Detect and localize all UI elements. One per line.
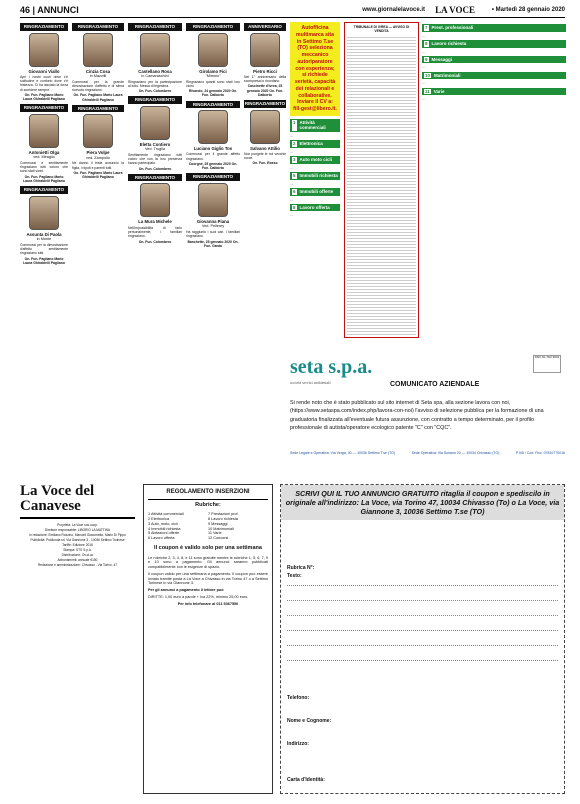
colophon-line: Proprietà: La Voce soc.coop. — [57, 523, 98, 527]
coupon-form[interactable] — [280, 484, 565, 794]
page-header — [20, 4, 565, 18]
rubrica-text: … — [290, 134, 294, 138]
seta-foot-legal: Sede Legale e Operativa: Via Verga, 40 — 10036 Settimo T.se (TO) — [290, 451, 396, 455]
rubrica-label: Auto moto cicli — [299, 157, 333, 163]
site-url[interactable]: www.giornalelavoce.it — [362, 7, 425, 13]
classifieds-right — [422, 22, 566, 102]
portrait-photo — [198, 110, 228, 144]
colophon-line: In redazione: Emiliano Rozzino, Manuell Giacometto, Mario Di Pippo — [29, 533, 126, 537]
rubrica-text: … — [290, 213, 294, 218]
telefono-label: Telefono: — [287, 695, 310, 701]
rubrica-text: … — [422, 97, 426, 102]
portrait-photo — [140, 183, 170, 217]
rubrica-header — [290, 188, 340, 196]
rubrica-header — [290, 204, 340, 212]
rubrica-header — [290, 140, 340, 148]
ringraziamento-tag: RINGRAZIAMENTO — [72, 23, 124, 31]
ringraziamento-tag: RINGRAZIAMENTO — [20, 186, 68, 194]
reg-phone: Per info telefonare al 011 5367550 — [177, 601, 239, 606]
court-text-block — [347, 35, 416, 335]
rubrica-item: 5 Abitazioni offerte — [148, 531, 180, 536]
rubriche-grid — [148, 512, 268, 540]
notice-text: Commossi per la dimostrazione d'affetto sentitamente ringraziano tutti. — [20, 242, 68, 256]
notice-text: Nell'impossibilità di farlo personalmente, i familiari ringraziano. — [128, 225, 182, 239]
rubrica-number: 11 — [425, 88, 430, 94]
portrait-photo — [29, 196, 59, 230]
ringraziamento-tag: RINGRAZIAMENTO — [128, 174, 182, 182]
colophon-title: La Voce del Canavese — [20, 484, 135, 519]
certification-badge: DNV·GL ISO 9001 — [533, 355, 561, 373]
seta-heading: COMUNICATO AZIENDALE — [390, 381, 480, 388]
deceased-subname: Ved. Pellerey — [201, 224, 225, 229]
portrait-photo — [198, 33, 228, 67]
rubrica-label: Messaggi — [431, 56, 453, 62]
rubrica-item: 2 Elettronica — [148, 517, 170, 522]
notice-text: Ne danno il triste annuncio la figlia, i nipoti e parenti tutti. — [72, 161, 124, 170]
funeral-home: On. Fun. Colombero — [138, 166, 172, 171]
colophon-line: Tariffe: Edizione 2016 — [62, 543, 93, 547]
rubrica-label: Immobili offerte — [299, 188, 334, 194]
deceased-name: Castellano Rosa — [138, 68, 172, 74]
rubrica-number: 8 — [425, 40, 428, 46]
deceased-name: Giovanna Piana — [196, 218, 230, 224]
deceased-subname: ved. Miraglio — [33, 155, 55, 160]
rubrica-label: Matrimoniali — [434, 72, 461, 78]
rubrica-item: 10 Matrimoniali — [208, 526, 234, 531]
rubrica-text: … — [290, 165, 294, 170]
portrait-photo — [83, 114, 113, 148]
seta-footer — [290, 451, 565, 455]
obit-column-2 — [72, 22, 124, 182]
court-notice-box — [344, 22, 419, 338]
funeral-home: On. Fun. Colombero — [138, 89, 172, 94]
colophon-line: Stampa: STS S.p.A. — [63, 548, 92, 552]
notice-text: Commossi per il grande affetto ringraziano. — [186, 152, 240, 161]
rubrica-item: 4 Immobili richiesta — [148, 526, 181, 531]
rubrica-text: … — [290, 197, 294, 202]
rubrica-number: 3 — [293, 157, 296, 163]
rubrica-header — [422, 72, 566, 80]
issue-date: • Martedì 28 gennaio 2020 — [491, 7, 565, 13]
rubrica-header — [422, 88, 566, 96]
rubrica-text: … — [422, 81, 426, 86]
reg-paragraph-1: Le rubriche 2, 3, 4, 8, e 11 sono gratuite mentre le rubriche 1, 5, 6, 7, 9 e 10 sono a pagamento. Gli annunci saranno pubblicati compatibilmente con le esigenze di spazio. — [148, 555, 268, 570]
rubrica-header — [290, 156, 340, 164]
notice-text: Ha raggiunto i suoi cari. I familiari ringraziano. — [186, 230, 240, 239]
funeral-home: On. Fun. Pagliano Mario Laura Ghiraldelli Pagliano — [73, 170, 123, 180]
rubrica-header — [422, 24, 566, 32]
masthead-logo: LA VOCE — [435, 5, 475, 15]
seta-body: Si rende noto che è stato pubblicato sul sito internet di Seta spa, alla sezione lavora con noi, (https://www.setaspa.com/index.php/lavora-con-noi) l'avviso di selezione pubblica per la formazione di una graduatoria finalizzata all'eventuale futura assunzione, con contratto a tempo determinato, per il profilo professionale di autista/operatore ecologico patente "C" con "CQC". — [290, 400, 544, 432]
notice-text: Commossi e sentitamente ringraziano tutti coloro che sono stati vicini. — [20, 160, 68, 174]
deceased-name: Luciano Giglio Tos — [193, 146, 233, 152]
page-number: 46 | ANNUNCI — [20, 5, 79, 15]
funeral-home: On. Fun. Pagliano Mario Laura Ghiraldelli Pagliano — [23, 174, 65, 183]
testo-line[interactable] — [287, 645, 558, 646]
funeral-home: Cascinette d'Ivrea, 25 gennaio 2020 On. Fun. Dalborto — [246, 84, 284, 97]
colophon-line: Redazione e amministrazione: Chivasso - Via Torino, 47 — [37, 563, 118, 567]
deceased-name: Pietro Ricci — [253, 68, 277, 74]
rubrica-label: Elettronica — [299, 141, 323, 147]
court-title: TRIBUNALE DI IVREA — AVVISO DI VENDITA — [353, 25, 410, 34]
rubrica-text: … — [422, 33, 426, 38]
rubrica-label: Lavoro offerta — [299, 204, 330, 210]
obit-column-5 — [244, 22, 286, 169]
seta-announcement — [290, 355, 565, 475]
notice-text: Ringraziano quanti sono stati loro vicini. — [186, 79, 240, 88]
deceased-name: Girolamo Fici — [199, 68, 227, 74]
testo-line[interactable] — [287, 585, 558, 586]
job-ad-box: Autofficina multimarca sita in Settimo T.se (TO) seleziona meccanico autoriparatore con esperienza; si richiede serietà, capacità dei relazionali e collaborative. Inviare il CV a: fill-gest@libero.it. — [290, 22, 340, 116]
deceased-subname: ved. Zampollo — [86, 155, 110, 160]
funeral-home: Rivarolo, 24 gennaio 2020 On. Fun. Dalborto — [188, 89, 238, 98]
rubrica-text: … — [290, 149, 294, 154]
deceased-name: La Mura Michele — [138, 219, 172, 225]
rubrica-text: … — [422, 65, 426, 70]
obit-column-4 — [186, 22, 240, 251]
ad-column — [290, 22, 340, 219]
rubrica-label: Rubrica N°: — [287, 565, 315, 571]
obit-column-1 — [20, 22, 68, 268]
notice-text: Sentitamente ringraziano tutti coloro che con la loro presenza hanno partecipato. — [128, 152, 182, 166]
rubrica-header — [422, 56, 566, 64]
deceased-name: Eletta Contiero — [139, 141, 171, 147]
seta-foot-op: Sede Operativa: Via Soriano 20 — 10034 Chivasso (TO) — [411, 451, 500, 455]
deceased-name: Cinzia Cosa — [85, 68, 111, 74]
rubrica-number: 10 — [425, 72, 431, 78]
reg-paragraph-3: DIRITTE: 1,00 euro a parole + Iva 22%, minimo 25,00 euro. — [148, 594, 249, 599]
rubrica-text: … — [290, 181, 294, 186]
deceased-subname: in Mazzilli — [89, 73, 107, 78]
rubrica-item: 8 Lavoro richiesta — [208, 517, 238, 522]
rubrica-number: 1 — [292, 120, 297, 131]
ringraziamento-tag: RINGRAZIAMENTO — [20, 104, 68, 112]
deceased-subname: in Monte — [36, 237, 52, 242]
colophon-line: Pubblicità: Publionda srl, Via Giannone 3 - 10036 Settimo Torinese — [30, 538, 125, 542]
portrait-photo — [140, 106, 170, 140]
coupon-validity: Il coupon è valido solo per una settimana — [154, 544, 262, 551]
funeral-home: On. Fun. Pagliano Mario Laura Ghiraldelli Pagliano — [73, 93, 123, 102]
notice-text: Aprì i nostri cuori dove c'è solitudine e conforto dove c'è tristezza. Ci ha lasciato la forza di sorridere sempre. — [20, 74, 68, 92]
nome-label: Nome e Cognome: — [287, 718, 332, 724]
deceased-name: Salvano Attilio — [250, 145, 280, 151]
reg-paragraph-2: Il coupon valido per una settimana a pagamento. Il coupon può essere inviato tramite posta a La Voce a Chivasso in via Torino 47 o a Settimo Torinese in via Giannone 3. — [148, 571, 268, 586]
seta-foot-piva: P.IVA / Cod. Fisc. 07810770016 — [515, 451, 565, 455]
coupon-header: SCRIVI QUI IL TUO ANNUNCIO GRATUITO ritaglia il coupon e spediscilo in originale all'indirizzo: La Voce, via Torino 47, 10034 Chivasso (To) o La Voce, via Giannone 3, 10036 Settimo T.se (TO) — [281, 485, 564, 520]
ringraziamento-tag: RINGRAZIAMENTO — [128, 23, 182, 31]
rubrica-number: 2 — [293, 141, 296, 147]
funeral-home: On. Fun. Rosso — [252, 161, 278, 166]
rubrica-number: 9 — [425, 56, 428, 62]
funeral-home: On. Fun. Colombero — [138, 239, 172, 244]
rubrica-label: Attività commerciali — [299, 119, 326, 131]
rubrica-item: 3 Auto, moto, cicli — [148, 521, 178, 526]
rubrica-header — [422, 40, 566, 48]
rubrica-number: 8 — [293, 204, 296, 210]
deceased-name: Antonietti Olga — [28, 149, 60, 155]
regolamento-box — [143, 484, 273, 794]
deceased-subname: in Camaraschini — [141, 73, 169, 78]
rubrica-number: 6 — [293, 188, 296, 194]
funeral-home: On. Fun. Pagliano Mario Laura Ghiraldelli Pagliano — [23, 256, 65, 265]
deceased-name: Piera Volpe — [86, 150, 110, 156]
seta-logo: seta s.p.a. società servizi ambientali — [290, 356, 373, 385]
rubrica-item: 7 Prestazioni prof. — [208, 512, 239, 517]
rubrica-item: 6 Lavoro offerta — [148, 536, 175, 541]
obit-column-3 — [128, 22, 182, 247]
notice-text: Nel 1° anniversario della scomparsa lo ricordano. — [244, 74, 286, 84]
testo-label: Testo: — [287, 573, 302, 579]
colophon — [20, 484, 135, 568]
ringraziamento-tag: RINGRAZIAMENTO — [186, 101, 240, 109]
regolamento-title: REGOLAMENTO INSERZIONI — [148, 489, 268, 500]
notice-text: Non pungete le noi vecchie rocce. — [244, 151, 286, 161]
rubriche-list — [290, 119, 340, 218]
notice-text: Commossi per la grande dimostrazione d'affetto e di stima ricevuta ringraziano. — [72, 79, 124, 93]
rubrica-item: 12 Concorsi — [208, 536, 229, 541]
testo-line[interactable] — [287, 660, 558, 661]
notice-text: Ringraziano per la partecipazione al lutto. Messa di trigesima. — [128, 79, 182, 88]
rubrica-text: … — [422, 49, 426, 54]
indirizzo-label: Indirizzo: — [287, 741, 309, 747]
classifieds-right-rubriche — [422, 24, 566, 101]
portrait-photo — [29, 114, 59, 148]
rubrica-number: 7 — [425, 25, 428, 30]
deceased-subname: "Mimmo" — [205, 73, 221, 78]
portrait-photo — [198, 183, 228, 217]
rubrica-label: Prest. professionali — [431, 25, 474, 30]
deceased-name: Giovanni Viallo — [28, 68, 60, 74]
rubrica-item: 9 Messaggi — [208, 521, 228, 526]
ringraziamento-tag: RINGRAZIAMENTO — [244, 101, 286, 107]
ringraziamento-tag: RINGRAZIAMENTO — [186, 23, 240, 31]
rubrica-item: 11 Varie — [208, 531, 222, 536]
carta-label: Carta d'Identità: — [287, 777, 325, 783]
deceased-name: Assunta Di Paola — [26, 231, 62, 237]
colophon-line: Abbonamenti: annuale €150 — [57, 558, 98, 562]
portrait-photo — [250, 33, 280, 67]
portrait-photo — [83, 33, 113, 67]
rubrica-header — [290, 172, 340, 180]
colophon-lines — [20, 523, 135, 567]
deceased-subname: Ved. Truglia — [144, 147, 166, 152]
rubrica-label: Lavoro richiesta — [431, 40, 467, 46]
ringraziamento-tag: RINGRAZIAMENTO — [20, 23, 68, 31]
rubrica-label: Immobili richiesta — [299, 173, 338, 178]
ringraziamento-tag: RINGRAZIAMENTO — [186, 173, 240, 181]
testo-line[interactable] — [287, 615, 558, 616]
reg-subheading: Per gli annunci a pagamento il lettore può — [148, 588, 224, 593]
ringraziamento-tag: ANNIVERSARIO — [244, 23, 286, 31]
funeral-home: Banchette, 25 gennaio 2020 On. Fun. Garda — [187, 239, 239, 248]
court-notice — [344, 22, 419, 338]
rubrica-item: 1 Attività commerciali — [148, 512, 184, 517]
ringraziamento-tag: RINGRAZIAMENTO — [72, 105, 124, 113]
portrait-photo — [250, 110, 280, 144]
rubrica-number: 5 — [293, 173, 296, 178]
colophon-line: Direttore responsabile: LIBORIO LA MATTINA — [44, 528, 111, 532]
rubrica-label: Varie — [433, 88, 445, 94]
colophon-line: Distribuzione: Ov.ct.co — [61, 553, 94, 557]
portrait-photo — [29, 33, 59, 67]
rubrica-header — [290, 119, 340, 132]
testo-line[interactable] — [287, 600, 558, 601]
testo-line[interactable] — [287, 630, 558, 631]
portrait-photo — [140, 33, 170, 67]
funeral-home: On. Fun. Pagliano Mario Laura Ghiraldelli Pagliano — [23, 92, 65, 102]
ringraziamento-tag: RINGRAZIAMENTO — [128, 96, 182, 104]
rubriche-heading: Rubriche: — [195, 501, 221, 508]
funeral-home: Cuorgnè, 25 gennaio 2020 On. Fun. Dalborto — [188, 161, 238, 171]
